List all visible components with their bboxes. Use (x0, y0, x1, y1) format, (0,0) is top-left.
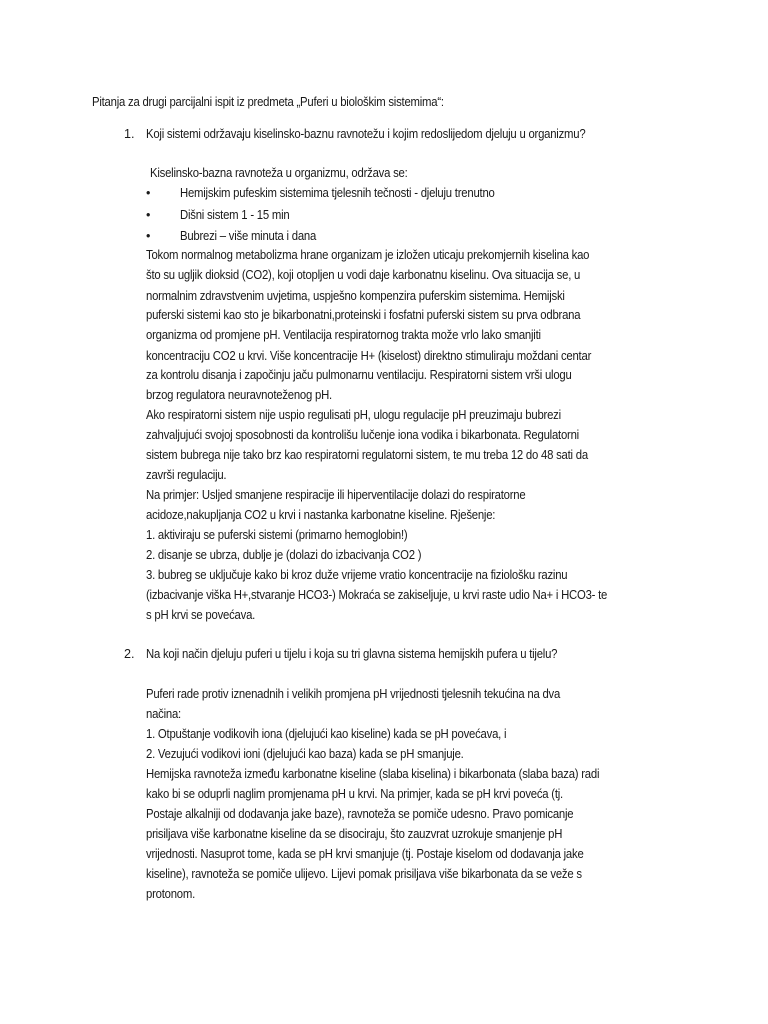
paragraph-line: organizma od promjene pH. Ventilacija respiratornog trakta može vrlo lako smanjiti (146, 328, 541, 342)
paragraph-line: s pH krvi se povećava. (146, 608, 256, 622)
paragraph-line: protonom. (146, 887, 196, 901)
list-line: 1. aktiviraju se puferski sistemi (primarno hemoglobin!) (146, 528, 408, 542)
list-line: 2. Vezujući vodikovi ioni (djelujući kao baza) kada se pH smanjuje. (146, 747, 464, 761)
paragraph-line: prisiljava više karbonatne kiseline da se disociraju, što zauzvrat uzrokuje smanjenje pH (146, 827, 563, 841)
bullet-icon: • (146, 186, 151, 200)
list-line: 2. disanje se ubrza, dublje je (dolazi do izbacivanja CO2 ) (146, 548, 422, 562)
bullet-item: Dišni sistem 1 - 15 min (180, 208, 290, 222)
bullet-icon: • (146, 208, 151, 222)
paragraph-line: vrijednosti. Nasuprot tome, kada se pH krvi smanjuje (tj. Postaje kiselom od dodavanja jake (146, 847, 584, 861)
paragraph-line: (izbacivanje viška H+,stvaranje HCO3-) Mokraća se zakiseljuje, u krvi raste udio Na+ i HCO3- te (146, 588, 608, 602)
paragraph-line: acidoze,nakupljanja CO2 u krvi i nastanka karbonatne kiseline. Rješenje: (146, 508, 496, 522)
bullet-item: Hemijskim pufeskim sistemima tjelesnih tečnosti - djeluju trenutno (180, 186, 495, 200)
list-line: 1. Otpuštanje vodikovih iona (djelujući kao kiseline) kada se pH povećava, i (146, 727, 507, 741)
paragraph-line: kiseline), ravnoteža se pomiče ulijevo. Lijevi pomak prisiljava više bikarbonata da se veže s (146, 867, 582, 881)
list-line: 3. bubreg se uključuje kako bi kroz duže vrijeme vratio koncentracije na fiziološku razinu (146, 568, 568, 582)
paragraph-line: završi regulaciju. (146, 468, 227, 482)
document-title: Pitanja za drugi parcijalni ispit iz predmeta „Puferi u biološkim sistemima“: (92, 95, 444, 109)
paragraph-line: Na primjer: Usljed smanjene respiracije ili hiperventilacije dolazi do respiratorne (146, 488, 526, 502)
paragraph-line: Tokom normalnog metabolizma hrane organizam je izložen uticaju prekomjernih kiselina kao (146, 248, 590, 262)
paragraph-line: Hemijska ravnoteža između karbonatne kiseline (slaba kiselina) i bikarbonata (slaba baza) radi (146, 767, 600, 781)
paragraph-line: za kontrolu disanja i započinju jaču pulmonarnu ventilaciju. Respiratorni sistem vrši ulogu (146, 368, 572, 382)
question-number: 2. (124, 647, 135, 661)
paragraph-line: načina: (146, 707, 181, 721)
paragraph-line: Puferi rade protiv iznenadnih i velikih promjena pH vrijednosti tjelesnih tekućina na dva (146, 687, 561, 701)
paragraph-line: što su ugljik dioksid (CO2), koji otopljen u vodi daje karbonatnu kiselinu. Ova situacija se, u (146, 268, 581, 282)
paragraph-line: puferski sistemi kao sto je bikarbonatni,proteinski i fosfatni puferski sistem su prva odbrana (146, 308, 581, 322)
paragraph-line: Postaje alkalniji od dodavanja jake baze), ravnoteža se pomiče udesno. Pravo pomicanje (146, 807, 574, 821)
paragraph-line: Ako respiratorni sistem nije uspio regulisati pH, ulogu regulacije pH preuzimaju bubrezi (146, 408, 561, 422)
paragraph-line: normalnim zdravstvenim uvjetima, uspješno kompenzira puferskim sistemima. Hemijski (146, 289, 565, 303)
paragraph-line: sistem bubrega nije tako brz kao respiratorni regulatorni sistem, te mu treba 12 do 48 sati da (146, 448, 588, 462)
question-text: Na koji način djeluju puferi u tijelu i koja su tri glavna sistema hemijskih pufera u tijelu? (146, 647, 558, 661)
bullet-icon: • (146, 229, 151, 243)
question-text: Koji sistemi održavaju kiselinsko-baznu ravnotežu i kojim redoslijedom djeluju u organizmu? (146, 127, 586, 141)
paragraph-line: koncentraciju CO2 u krvi. Više koncentracije H+ (kiselost) direktno stimuliraju moždani centar (146, 349, 592, 363)
bullet-item: Bubrezi – više minuta i dana (180, 229, 317, 243)
question-number: 1. (124, 127, 135, 141)
paragraph-line: zahvaljujući svojoj sposobnosti da kontrolišu lučenje iona vodika i bikarbonata. Regulatorni (146, 428, 579, 442)
paragraph-line: brzog regulatora neuravnoteženog pH. (146, 388, 332, 402)
paragraph-line: kako bi se oduprli naglim promjenama pH u krvi. Na primjer, kada se pH krvi poveća (tj. (146, 787, 563, 801)
answer-intro: Kiselinsko-bazna ravnoteža u organizmu, održava se: (150, 166, 408, 180)
